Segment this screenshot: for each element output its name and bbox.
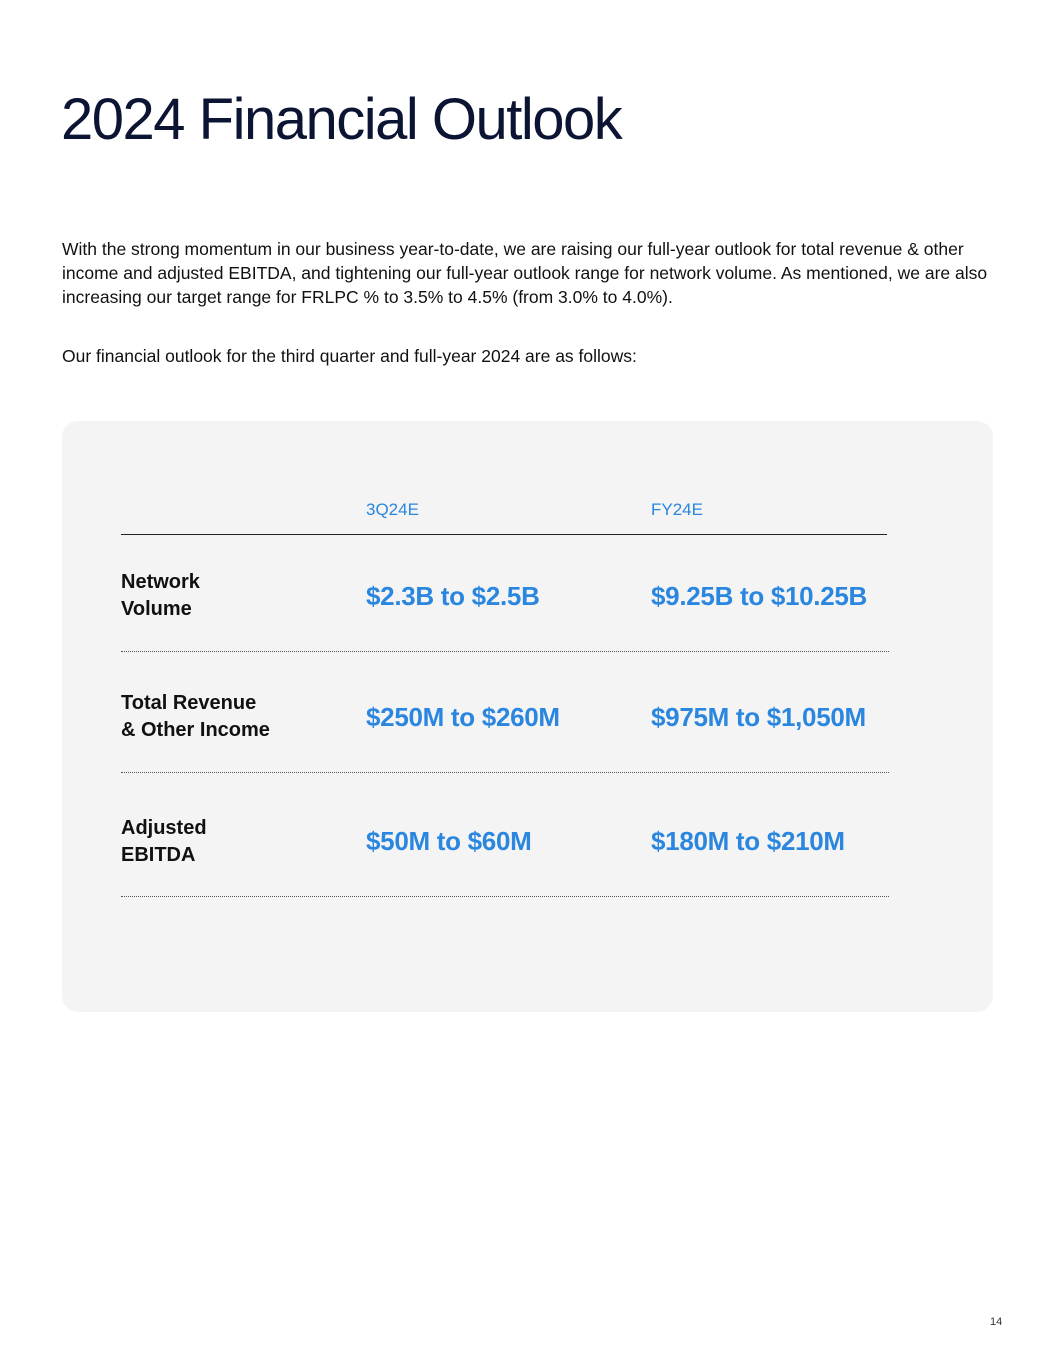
row-label-network-volume (121, 569, 341, 623)
row-label-line: Adjusted (121, 817, 207, 839)
adjusted-ebitda-3q24e: $50M to $60M (366, 826, 532, 856)
row-label-line: Network (121, 571, 200, 593)
column-header-3q24e: 3Q24E (366, 500, 419, 519)
intro-paragraph: With the strong momentum in our business year-to-date, we are raising our full-year outlook for total revenue & other income and adjusted EBITDA, and tightening our full-year outlook range for network volume. As mentioned, we are also increasing our target range for FRLPC % to 3.5% to 4.5% (from 3.0% to 4.0%). (62, 239, 988, 307)
column-header-fy24e: FY24E (651, 500, 703, 519)
row-label-line: Volume (121, 598, 192, 620)
row-divider (121, 651, 889, 652)
outlook-lead-in: Our financial outlook for the third quarter and full-year 2024 are as follows: (62, 346, 637, 366)
adjusted-ebitda-fy24e: $180M to $210M (651, 826, 845, 856)
row-label-line: & Other Income (121, 719, 270, 741)
page-title: 2024 Financial Outlook (61, 87, 622, 152)
row-divider (121, 772, 889, 773)
row-label-total-revenue (121, 690, 341, 744)
row-label-adjusted-ebitda (121, 815, 341, 869)
total-revenue-fy24e: $975M to $1,050M (651, 702, 866, 732)
header-divider (121, 534, 887, 535)
total-revenue-3q24e: $250M to $260M (366, 702, 560, 732)
row-label-line: EBITDA (121, 844, 196, 866)
network-volume-fy24e: $9.25B to $10.25B (651, 581, 868, 611)
row-divider (121, 896, 889, 897)
network-volume-3q24e: $2.3B to $2.5B (366, 581, 540, 611)
page-number: 14 (990, 1316, 1003, 1328)
row-label-line: Total Revenue (121, 692, 257, 714)
